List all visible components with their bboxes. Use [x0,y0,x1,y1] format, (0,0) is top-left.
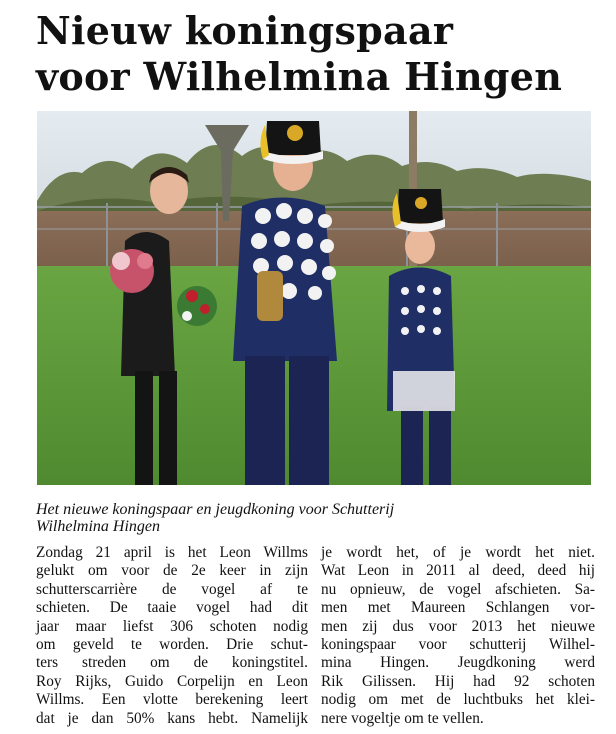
body-line: schieten. De taaie vogel had dit [36,599,308,617]
body-line: jaar maar liefst 306 schoten nodig [36,617,308,635]
body-line: je wordt het, of je wordt het niet. [321,544,595,561]
body-line: Willms. Een vlotte berekening leert [36,691,308,709]
body-line: Roy Rijks, Guido Corpelijn en Leon [36,672,308,690]
body-line: Wat Leon in 2011 al deed, deed hij [321,562,595,580]
body-line: men zij dus voor 2013 het nieuwe [321,617,595,635]
body-line: ters streden om de koningstitel. [36,654,308,672]
body-line: schutterscarrière de vogel af te [36,580,308,598]
photo-caption [36,501,596,535]
headline [36,8,606,100]
body-line: mina Hingen. Jeugdkoning werd [321,654,595,672]
headline-line-1: Nieuw koningspaar [36,8,454,53]
body-column-right [321,544,595,728]
body-line: koningspaar voor schutterij Wilhel- [321,636,595,654]
article-photo [37,111,591,485]
body-line: nere vogeltje om te vellen. [321,709,484,727]
body-line: nodig om met de luchtbuks het klei- [321,691,595,709]
body-line: gelukt om voor de 2e keer in zijn [36,562,308,580]
body-line: nu opnieuw, de vogel afschieten. Sa- [321,580,595,598]
body-line: Rik Gilissen. Hij had 92 schoten [321,672,595,690]
caption-line-1: Het nieuwe koningspaar en jeugdkoning voor Schutterij [36,501,395,518]
body-line: men met Maureen Schlangen vor- [321,599,595,617]
body-column-left [36,544,308,728]
body-line: dat je dan 50% kans hebt. Namelijk [36,709,308,727]
body-line: Zondag 21 april is het Leon Willms [36,544,308,561]
caption-line-2: Wilhelmina Hingen [36,518,160,535]
headline-line-2: voor Wilhelmina Hingen [36,54,563,99]
body-line: om geveld te worden. Drie schut- [36,636,308,654]
